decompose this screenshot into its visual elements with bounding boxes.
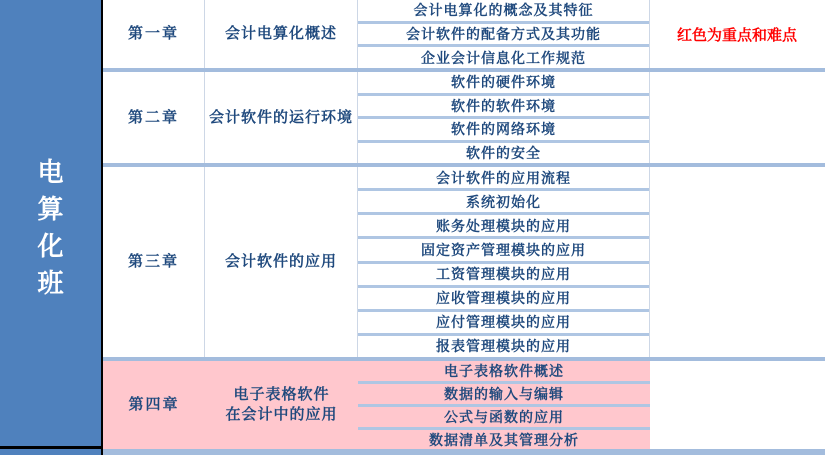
chapter-title-line: 会计电算化概述 <box>224 25 337 42</box>
topic-item: 软件的软件环境 <box>451 97 556 114</box>
topic-item: 应收管理模块的应用 <box>436 290 571 307</box>
topic-item: 报表管理模块的应用 <box>436 338 571 355</box>
topic-item: 应付管理模块的应用 <box>436 314 571 331</box>
chapter-number: 第四章 <box>103 361 205 449</box>
chapter-title-line: 会计软件的运行环境 <box>208 108 353 126</box>
topic-item: 数据清单及其管理分析 <box>429 432 579 448</box>
side-column <box>650 0 824 68</box>
chapter-title-line: 电子表格软件 <box>233 386 330 403</box>
chapter-title <box>205 167 358 357</box>
chapter-title <box>205 361 358 449</box>
topic-item: 软件的网络环境 <box>451 121 556 138</box>
chapter-row <box>103 361 825 449</box>
banner-char: 电 <box>37 156 64 187</box>
chapter-title-line: 在会计中的应用 <box>225 406 338 423</box>
topic-item: 账务处理模块的应用 <box>436 217 571 234</box>
topic-item: 工资管理模块的应用 <box>436 266 571 283</box>
class-banner <box>0 0 103 455</box>
topic-item: 数据的输入与编辑 <box>444 386 564 402</box>
banner-char: 算 <box>37 193 64 224</box>
chapter-title-line: 会计软件的应用 <box>224 253 337 270</box>
class-banner-text <box>37 154 63 302</box>
legend-note: 红色为重点和难点 <box>676 26 797 44</box>
bottom-accent-bar <box>103 449 825 455</box>
topic-item: 会计电算化的概念及其特征 <box>413 2 594 19</box>
chapter-number: 第一章 <box>103 0 205 68</box>
chapter-row <box>103 167 825 357</box>
side-column <box>650 167 824 357</box>
chapter-topics <box>358 361 650 449</box>
banner-char: 化 <box>37 230 64 261</box>
chapter-row <box>103 72 825 163</box>
side-column <box>650 361 824 449</box>
chapter-title <box>205 0 358 68</box>
outline-table <box>103 0 825 455</box>
chapter-number: 第三章 <box>103 167 205 357</box>
chapter-title <box>205 72 358 163</box>
banner-char: 班 <box>37 267 64 298</box>
topic-item: 系统初始化 <box>466 193 541 210</box>
chapter-topics <box>358 167 650 357</box>
topic-item: 软件的硬件环境 <box>451 74 556 91</box>
topic-item: 会计软件的配备方式及其功能 <box>406 26 601 42</box>
side-column <box>650 72 824 163</box>
topic-item: 软件的安全 <box>466 144 541 161</box>
banner-bottom-border <box>0 446 101 449</box>
topic-item: 固定资产管理模块的应用 <box>421 241 586 258</box>
topic-item: 企业会计信息化工作规范 <box>421 49 586 66</box>
chapter-topics <box>358 72 650 163</box>
chapter-number: 第二章 <box>103 72 205 163</box>
chapter-row <box>103 0 825 68</box>
chapter-topics <box>358 0 650 68</box>
topic-item: 电子表格软件概述 <box>444 363 564 379</box>
topic-item: 公式与函数的应用 <box>444 409 564 425</box>
topic-item: 会计软件的应用流程 <box>436 169 571 186</box>
